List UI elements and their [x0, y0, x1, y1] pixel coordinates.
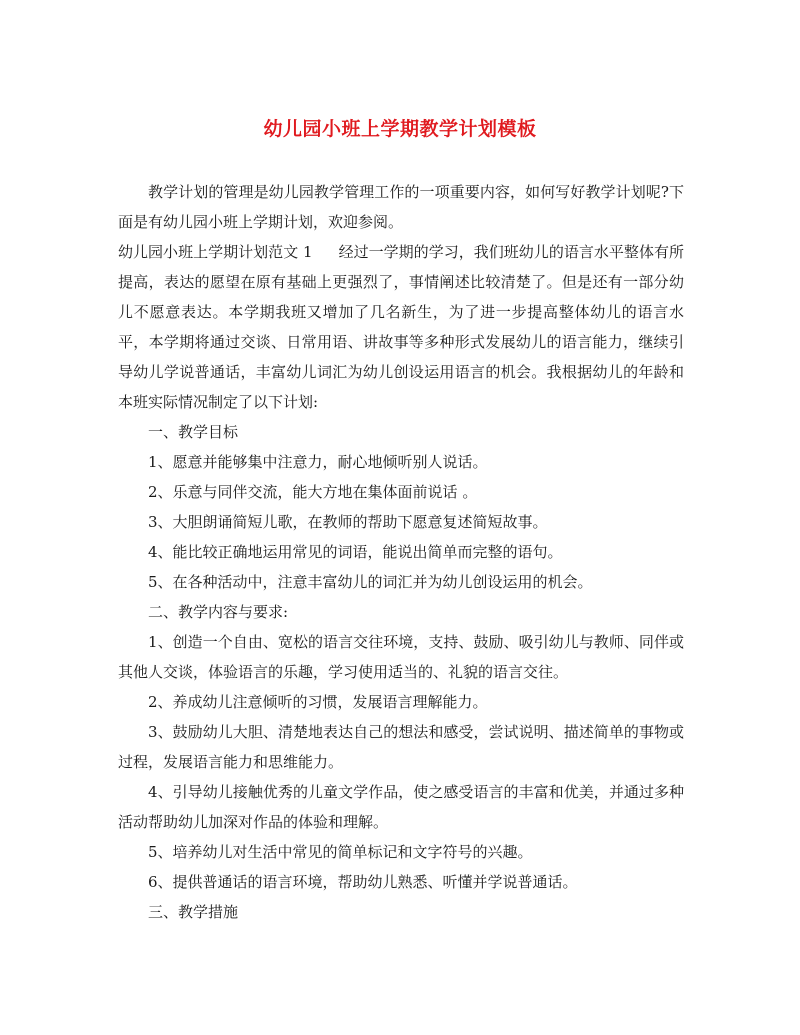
section1-item: 5、在各种活动中，注意丰富幼儿的词汇并为幼儿创设运用的机会。 [148, 573, 593, 591]
section2-item: 2、养成幼儿注意倾听的习惯，发展语言理解能力。 [148, 693, 488, 711]
section1-item: 4、能比较正确地运用常见的词语，能说出简单而完整的语句。 [148, 543, 563, 561]
sample-paragraph [118, 237, 684, 417]
document-title: 幼儿园小班上学期教学计划模板 [263, 118, 537, 140]
intro-paragraph: 教学计划的管理是幼儿园教学管理工作的一项重要内容，如何写好教学计划呢?下面是有幼儿园小班上学期计划，欢迎参阅。 [118, 183, 684, 231]
section1-heading: 一、教学目标 [148, 423, 239, 441]
sample-label: 幼儿园小班上学期计划范文 1 [118, 243, 313, 261]
section2-item: 6、提供普通话的语言环境，帮助幼儿熟悉、听懂并学说普通话。 [148, 873, 578, 891]
section1-item: 2、乐意与同伴交流，能大方地在集体面前说话 。 [148, 483, 478, 501]
section3-heading: 三、教学措施 [148, 903, 239, 921]
sample-text: 经过一学期的学习，我们班幼儿的语言水平整体有所提高，表达的愿望在原有基础上更强烈了，事情阐述比较清楚了。但是还有一部分幼儿不愿意表达。本学期我班又增加了几名新生，为了进一步提高整体幼儿的语言水平，本学期将通过交谈、日常用语、讲故事等多种形式发展幼儿的语言能力，继续引导幼儿学说普通话，丰富幼儿词汇为幼儿创设运用语言的机会。我根据幼儿的年龄和本班实际情况制定了以下计划: [118, 243, 684, 411]
section1-item: 3、大胆朗诵简短儿歌，在教师的帮助下愿意复述简短故事。 [148, 513, 548, 531]
section1-item: 1、愿意并能够集中注意力，耐心地倾听别人说话。 [148, 453, 488, 471]
section2-item: 4、引导幼儿接触优秀的儿童文学作品，使之感受语言的丰富和优美，并通过多种活动帮助幼儿加深对作品的体验和理解。 [118, 783, 684, 831]
section2-item: 1、创造一个自由、宽松的语言交往环境，支持、鼓励、吸引幼儿与教师、同伴或其他人交谈，体验语言的乐趣，学习使用适当的、礼貌的语言交往。 [118, 633, 684, 681]
section2-item: 3、鼓励幼儿大胆、清楚地表达自己的想法和感受，尝试说明、描述简单的事物或过程，发展语言能力和思维能力。 [118, 723, 684, 771]
section2-item: 5、培养幼儿对生活中常见的简单标记和文字符号的兴趣。 [148, 843, 533, 861]
document-body [118, 177, 684, 927]
section2-heading: 二、教学内容与要求: [148, 603, 289, 621]
